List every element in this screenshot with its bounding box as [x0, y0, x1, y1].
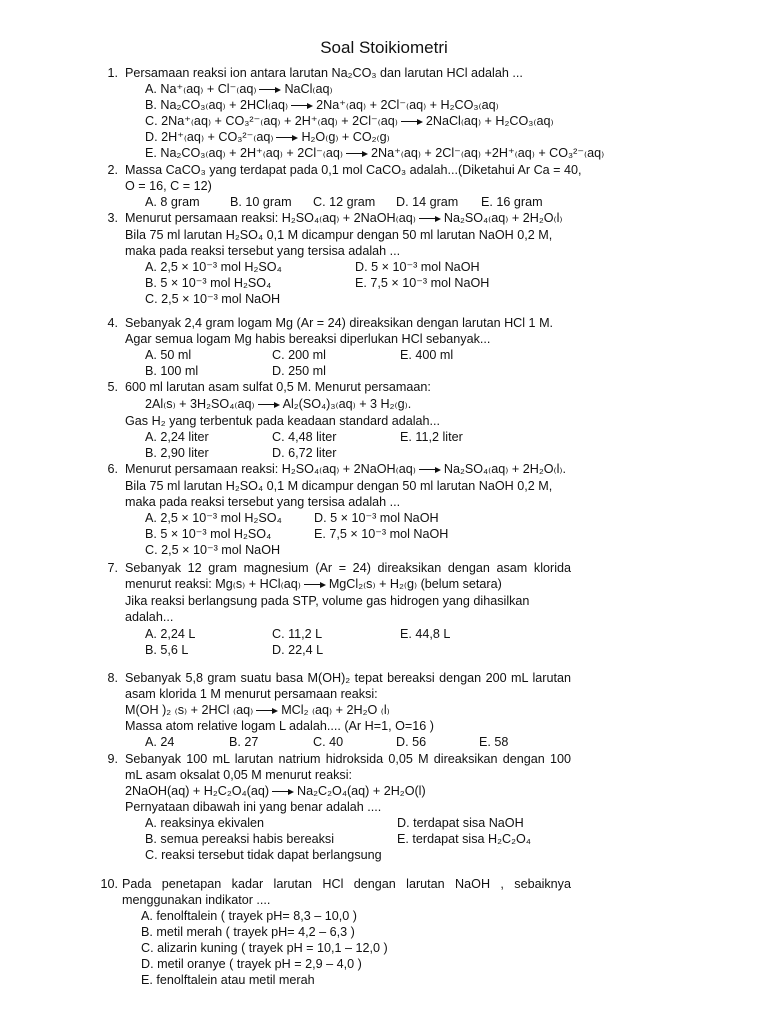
q9-equation: 2NaOH(aq) + H₂C₂O₄(aq) Na₂C₂O₄(aq) + 2H₂O(l): [125, 784, 426, 798]
q8-number: 8.: [107, 671, 118, 685]
q9-option-b: B. semua pereaksi habis bereaksi: [145, 832, 335, 846]
q6-stem-line1: Menurut persamaan reaksi: H₂SO₄₍aq₎ + 2NaOH₍aq₎ Na₂SO₄₍aq₎ + 2H₂O₍l₎.: [125, 462, 566, 476]
q8-equation: M(OH )₂ ₍s₎ + 2HCl ₍aq₎ MCl₂ ₍aq₎ + 2H₂O ₍l₎: [125, 703, 390, 717]
page-title: Soal Stoikiometri: [320, 38, 448, 57]
q8-option-a: A. 24: [145, 735, 175, 749]
q4-stem-line2: Agar semua logam Mg habis bereaksi diperlukan HCl sebanyak...: [125, 332, 491, 346]
q7-option-b: B. 5,6 L: [145, 643, 189, 657]
q1-option-c: C. 2Na⁺₍aq₎ + CO₃²⁻₍aq₎ + 2H⁺₍aq₎ + 2Cl⁻₍aq₎ 2NaCl₍aq₎ + H₂CO₃₍aq₎: [145, 114, 554, 128]
q9-stem-line4: Pernyataan dibawah ini yang benar adalah ....: [125, 800, 382, 814]
q7-stem-line3: Jika reaksi berlangsung pada STP, volume gas hidrogen yang dihasilkan: [125, 594, 530, 608]
q2-option-b: B. 10 gram: [230, 195, 292, 209]
q4-number: 4.: [107, 316, 118, 330]
q5-option-e: E. 11,2 liter: [400, 430, 463, 444]
q5-equation: 2Al₍s₎ + 3H₂SO₄₍aq₎ Al₂(SO₄)₃₍aq₎ + 3 H₂₍g₎.: [145, 397, 412, 411]
q3-option-b: B. 5 × 10⁻³ mol H₂SO₄: [145, 276, 272, 290]
q6-number: 6.: [107, 462, 118, 476]
q8-option-c: C. 40: [313, 735, 344, 749]
q7-option-e: E. 44,8 L: [400, 627, 451, 641]
q8-stem-line4: Massa atom relative logam L adalah.... (Ar H=1, O=16 ): [125, 719, 434, 733]
q5-option-b: B. 2,90 liter: [145, 446, 209, 460]
q6-stem-line3: maka pada reaksi tersebut yang tersisa adalah ...: [125, 495, 401, 509]
q9-option-a: A. reaksinya ekivalen: [145, 816, 265, 830]
q5-stem-line3: Gas H₂ yang terbentuk pada keadaan standard adalah...: [125, 414, 441, 428]
reaction-arrow-icon: [259, 87, 281, 93]
q5-option-c: C. 4,48 liter: [272, 430, 337, 444]
q1-option-d: D. 2H⁺₍aq₎ + CO₃²⁻₍aq₎ H₂O₍g₎ + CO₂₍g₎: [145, 130, 390, 144]
reaction-arrow-icon: [256, 708, 278, 714]
q1-number: 1.: [107, 66, 118, 80]
q7-stem-line4: adalah...: [125, 610, 174, 624]
q1-stem: Persamaan reaksi ion antara larutan Na₂CO₃ dan larutan HCl adalah ...: [125, 66, 523, 80]
q5-option-a: A. 2,24 liter: [145, 430, 209, 444]
q3-option-e: E. 7,5 × 10⁻³ mol NaOH: [355, 276, 490, 290]
q2-option-d: D. 14 gram: [396, 195, 459, 209]
q6-option-d: D. 5 × 10⁻³ mol NaOH: [314, 511, 439, 525]
reaction-arrow-icon: [304, 582, 326, 588]
q8-option-b: B. 27: [229, 735, 259, 749]
reaction-arrow-icon: [419, 467, 441, 473]
q10-stem-line1: Pada penetapan kadar larutan HCl dengan larutan NaOH , sebaiknya: [122, 877, 571, 891]
reaction-arrow-icon: [258, 402, 280, 408]
q7-stem-line1: Sebanyak 12 gram magnesium (Ar = 24) direaksikan dengan asam klorida: [125, 561, 571, 575]
q7-number: 7.: [107, 561, 118, 575]
q1-option-e: E. Na₂CO₃₍aq₎ + 2H⁺₍aq₎ + 2Cl⁻₍aq₎ 2Na⁺₍aq₎ + 2Cl⁻₍aq₎ +2H⁺₍aq₎ + CO₃²⁻₍aq₎: [145, 146, 605, 160]
q9-number: 9.: [107, 752, 118, 766]
q8-option-e: E. 58: [479, 735, 509, 749]
q2-number: 2.: [107, 163, 118, 177]
q2-option-c: C. 12 gram: [313, 195, 376, 209]
reaction-arrow-icon: [419, 216, 441, 222]
q4-option-e: E. 400 ml: [400, 348, 454, 362]
q9-stem-line2: mL asam oksalat 0,05 M menurut reaksi:: [125, 768, 353, 782]
q9-option-d: D. terdapat sisa NaOH: [397, 816, 524, 830]
reaction-arrow-icon: [291, 103, 313, 109]
q6-option-b: B. 5 × 10⁻³ mol H₂SO₄: [145, 527, 272, 541]
q3-option-d: D. 5 × 10⁻³ mol NaOH: [355, 260, 480, 274]
q10-option-e: E. fenolftalein atau metil merah: [141, 973, 315, 987]
q8-stem-line2: asam klorida 1 M menurut persamaan reaksi:: [125, 687, 378, 701]
q3-stem-line1: Menurut persamaan reaksi: H₂SO₄₍aq₎ + 2NaOH₍aq₎ Na₂SO₄₍aq₎ + 2H₂O₍l₎: [125, 211, 563, 225]
q3-stem-line2: Bila 75 ml larutan H₂SO₄ 0,1 M dicampur dengan 50 ml larutan NaOH 0,2 M,: [125, 228, 553, 242]
q4-option-d: D. 250 ml: [272, 364, 326, 378]
q9-stem-line1: Sebanyak 100 mL larutan natrium hidroksida 0,05 M direaksikan dengan 100: [125, 752, 571, 766]
q9-option-e: E. terdapat sisa H₂C₂O₄: [397, 832, 531, 846]
q2-stem-line2: O = 16, C = 12): [125, 179, 212, 193]
q8-option-d: D. 56: [396, 735, 427, 749]
q6-option-e: E. 7,5 × 10⁻³ mol NaOH: [314, 527, 449, 541]
q4-stem-line1: Sebanyak 2,4 gram logam Mg (Ar = 24) direaksikan dengan larutan HCl 1 M.: [125, 316, 554, 330]
q10-stem-line2: menggunakan indikator ....: [122, 893, 271, 907]
reaction-arrow-icon: [272, 789, 294, 795]
q3-stem-line3: maka pada reaksi tersebut yang tersisa adalah ...: [125, 244, 401, 258]
q7-option-a: A. 2,24 L: [145, 627, 196, 641]
q7-option-d: D. 22,4 L: [272, 643, 324, 657]
reaction-arrow-icon: [401, 119, 423, 125]
q10-number: 10.: [100, 877, 118, 891]
reaction-arrow-icon: [346, 151, 368, 157]
q6-option-c: C. 2,5 × 10⁻³ mol NaOH: [145, 543, 281, 557]
q1-option-a: A. Na⁺₍aq₎ + Cl⁻₍aq₎ NaCl₍aq₎: [145, 82, 333, 96]
q10-option-d: D. metil oranye ( trayek pH = 2,9 – 4,0 ): [141, 957, 362, 971]
q2-option-e: E. 16 gram: [481, 195, 543, 209]
q5-number: 5.: [107, 380, 118, 394]
q8-stem-line1: Sebanyak 5,8 gram suatu basa M(OH)₂ tepat bereaksi dengan 200 mL larutan: [125, 671, 571, 685]
q6-option-a: A. 2,5 × 10⁻³ mol H₂SO₄: [145, 511, 282, 525]
q4-option-b: B. 100 ml: [145, 364, 199, 378]
q7-option-c: C. 11,2 L: [272, 627, 323, 641]
q3-option-a: A. 2,5 × 10⁻³ mol H₂SO₄: [145, 260, 282, 274]
q3-number: 3.: [107, 211, 118, 225]
q6-stem-line2: Bila 75 ml larutan H₂SO₄ 0,1 M dicampur dengan 50 ml larutan NaOH 0,2 M,: [125, 479, 553, 493]
q5-stem-line1: 600 ml larutan asam sulfat 0,5 M. Menurut persamaan:: [125, 380, 431, 394]
q1-option-b: B. Na₂CO₃₍aq₎ + 2HCl₍aq₎ 2Na⁺₍aq₎ + 2Cl⁻₍aq₎ + H₂CO₃₍aq₎: [145, 98, 499, 112]
reaction-arrow-icon: [276, 135, 298, 141]
q9-option-c: C. reaksi tersebut tidak dapat berlangsung: [145, 848, 382, 862]
q4-option-c: C. 200 ml: [272, 348, 326, 362]
q10-option-b: B. metil merah ( trayek pH= 4,2 – 6,3 ): [141, 925, 355, 939]
q5-option-d: D. 6,72 liter: [272, 446, 337, 460]
q2-stem-line1: Massa CaCO₃ yang terdapat pada 0,1 mol CaCO₃ adalah...(Diketahui Ar Ca = 40,: [125, 163, 582, 177]
q3-option-c: C. 2,5 × 10⁻³ mol NaOH: [145, 292, 281, 306]
q10-option-c: C. alizarin kuning ( trayek pH = 10,1 – 12,0 ): [141, 941, 388, 955]
q7-stem-line2: menurut reaksi: Mg₍s₎ + HCl₍aq₎ MgCl₂₍s₎ + H₂₍g₎ (belum setara): [125, 577, 502, 591]
q4-option-a: A. 50 ml: [145, 348, 192, 362]
q10-option-a: A. fenolftalein ( trayek pH= 8,3 – 10,0 ): [141, 909, 357, 923]
q2-option-a: A. 8 gram: [145, 195, 200, 209]
